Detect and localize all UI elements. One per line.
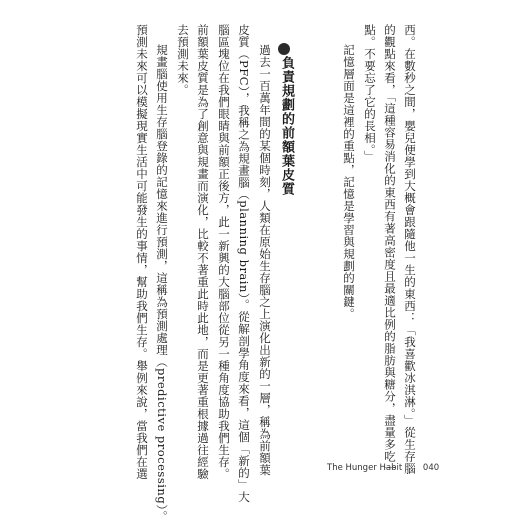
section-heading: 負責規劃的前額葉皮質 bbox=[279, 56, 294, 196]
text-column-9: 去預測未來。 bbox=[176, 24, 190, 96]
text-column-4: 記憶層面是這裡的重點，記憶是學習與規劃的關鍵。 bbox=[342, 44, 356, 320]
page-number: 040 bbox=[422, 463, 440, 473]
text-column-3: 點。不要忘了它的長相。」 bbox=[363, 24, 377, 163]
heading-bullet-icon bbox=[278, 43, 290, 55]
text-column-8: 前額葉皮質是為了創意與規畫而演化，比較不著重此時此地，而是更著重根據過往經驗 bbox=[196, 24, 210, 480]
text-column-5: 過去一百萬年間的某個時刻，人類在原始生存腦之上演化出新的一層，稱為前額葉 bbox=[258, 44, 272, 476]
text-column-2: 的觀點來看，「這種容易消化的東西有著高密度且最適比例的脂肪與糖分，盡量多吃一 bbox=[383, 24, 397, 475]
text-column-7: 腦區塊位在我們眼睛與前額正後方，此一新興的大腦部位從另一種角度協助我們生存。 bbox=[217, 24, 231, 480]
page-footer bbox=[327, 463, 457, 473]
text-column-6: 皮質（PFC），我稱之為規畫腦（planning brain）。從解剖學角度來看，這個「新的」大 bbox=[237, 24, 251, 504]
text-column-11: 預測未來可以模擬現實生活中可能發生的事情，幫助我們生存。舉例來說，當我們在選 bbox=[135, 24, 149, 480]
running-title: The Hunger Habit bbox=[327, 463, 403, 473]
text-column-10: 規畫腦使用生存腦登錄的記憶來進行預測，這稱為預測處理（predictive processing）。 bbox=[155, 44, 169, 522]
text-column-1: 西。在數秒之間，嬰兒便學到大概會跟隨他一生的東西：「我喜歡冰淇淋。」從生存腦 bbox=[403, 24, 417, 475]
